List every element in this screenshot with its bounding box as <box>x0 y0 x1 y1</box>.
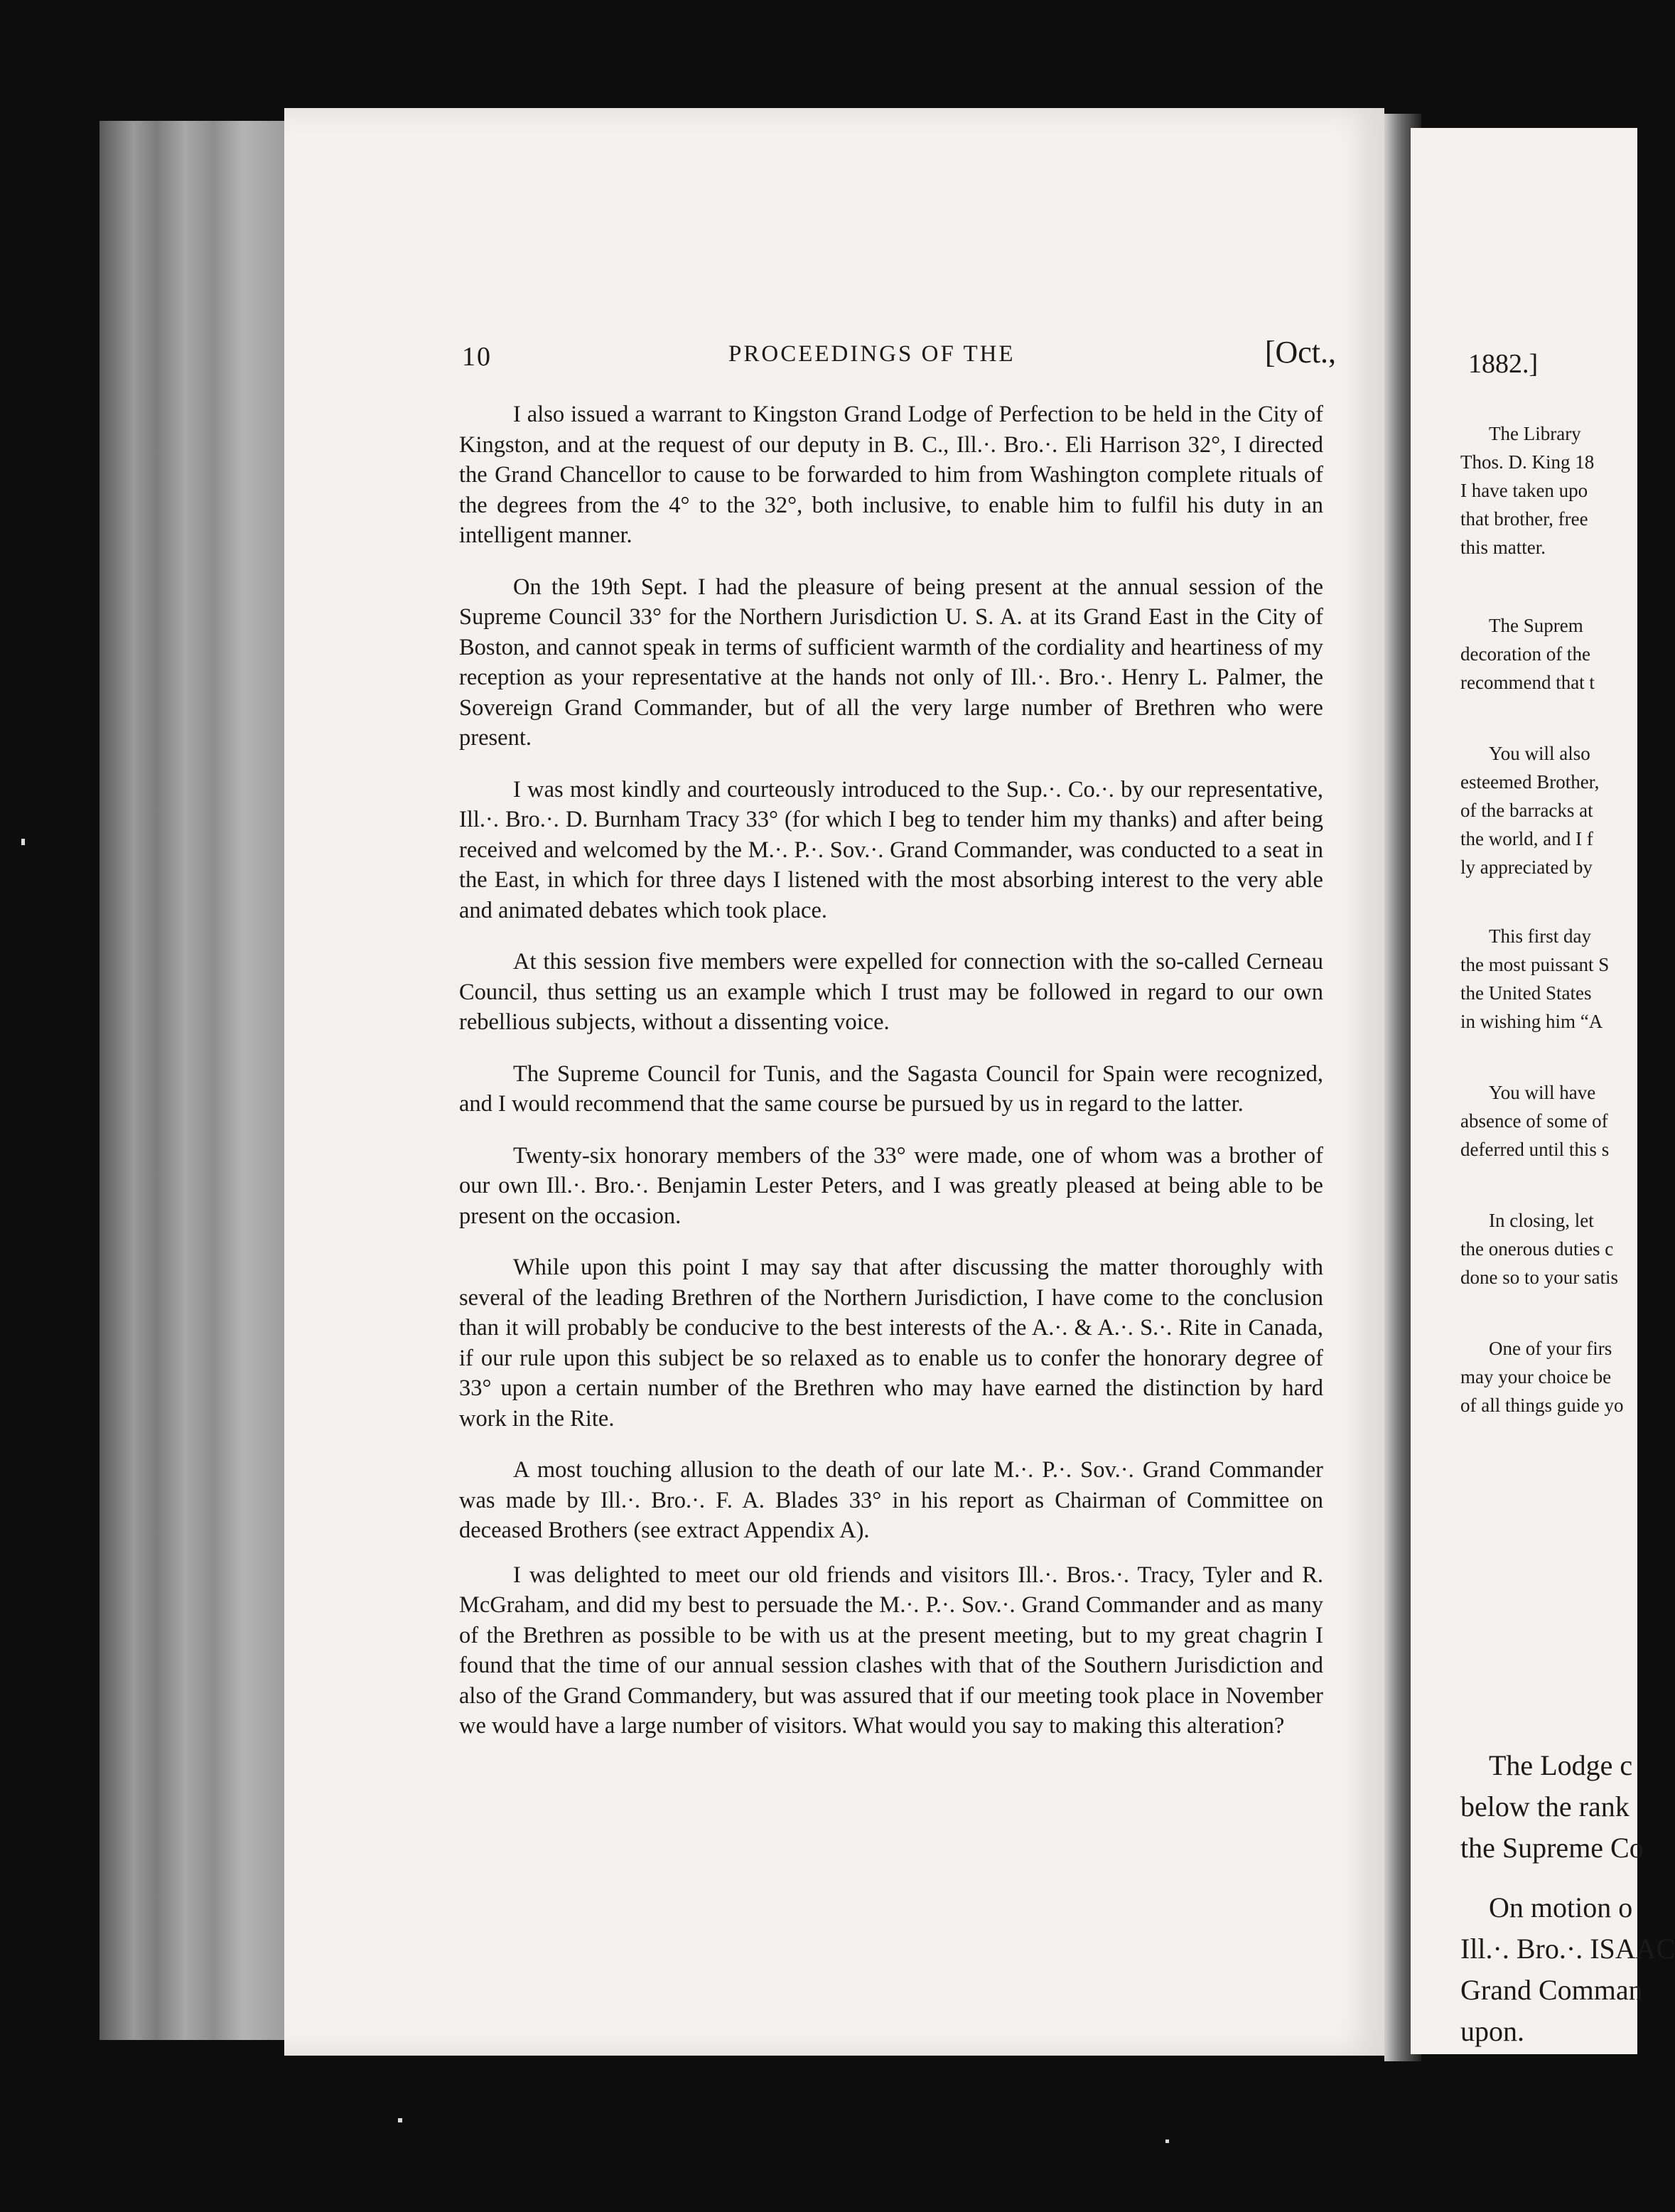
running-title: PROCEEDINGS OF THE <box>728 341 1016 367</box>
book-page-edge <box>99 121 290 2040</box>
fragment-block-large <box>1460 1887 1675 2052</box>
fragment-line: You will also <box>1489 743 1590 764</box>
paragraph: On the 19th Sept. I had the pleasure of being present at the annual session of the Supreme Council 33° for the Northern Jurisdiction U. S. A. at its Grand East in the City of Boston, and cannot speak in terms of sufficient warmth of the cordiality and heartiness of my reception as your representative at the hands not only of Ill.·. Bro.·. Henry L. Palmer, the Sovereign Grand Commander, but of all the very large number of Brethren who were present. <box>459 574 1323 751</box>
paragraph: While upon this point I may say that after discussing the matter thoroughly with several of the leading Brethren of the Northern Jurisdiction, I have come to the conclusion than it will probably be conducive to the best interests of the A.·. & A.·. S.·. Rite in Canada, if our rule upon this subject be so relaxed as to enable us to confer the honorary degree of 33° upon a certain number of the Brethren who may have earned the distinction by hard work in the Rite. <box>459 1255 1323 1432</box>
fragment-block <box>1460 1078 1609 1164</box>
fragment-block <box>1460 1334 1623 1419</box>
fragment-line: in wishing him “A <box>1460 1011 1603 1032</box>
page-header <box>462 334 1336 391</box>
fragment-line: The Library <box>1489 423 1581 444</box>
fragment-line: esteemed Brother, <box>1460 771 1600 793</box>
fragment-block-large <box>1460 1745 1644 1869</box>
fragment-line: the world, and I f <box>1460 828 1593 849</box>
dust-speck <box>1165 2139 1169 2143</box>
fragment-line: ly appreciated by <box>1460 857 1593 878</box>
fragment-line: deferred until this s <box>1460 1139 1610 1160</box>
fragment-line: One of your firs <box>1489 1338 1612 1359</box>
fragment-line: absence of some of <box>1460 1110 1608 1132</box>
paragraph: I was most kindly and courteously introduced to the Sup.·. Co.·. by our representative, Ill.·. Bro.·. D. Burnham Tracy 33° (for which I beg to tender him my thanks) and after being received and welcomed by the M.·. P.·. Sov.·. Grand Commander, was conducted to a seat in the East, in which for three days I listened with the most absorbing interest to the very able and animated debates which took place. <box>459 776 1323 923</box>
fragment-line: decoration of the <box>1460 643 1590 665</box>
fragment-line: I have taken upo <box>1460 480 1588 501</box>
running-date: [Oct., <box>1264 335 1336 370</box>
page-number: 10 <box>462 342 492 372</box>
fragment-block <box>1460 611 1595 697</box>
fragment-line: upon. <box>1460 2015 1524 2047</box>
fragment-line: The Lodge c <box>1489 1749 1633 1781</box>
fragment-line: Ill.·. Bro.·. ISAAC <box>1460 1933 1675 1965</box>
paragraph: Twenty-six honorary members of the 33° were made, one of whom was a brother of our own Ill.·. Bro.·. Benjamin Lester Peters, and I was greatly pleased at being able to be present on the occasion. <box>459 1142 1323 1229</box>
dust-speck <box>21 839 25 845</box>
fragment-line: On motion o <box>1489 1891 1633 1923</box>
fragment-line: recommend that t <box>1460 672 1595 693</box>
paragraph: At this session five members were expelled for connection with the so-called Cerneau Council, thus setting us an example which I trust may be followed in regard to our own rebellious subjects, without a dissenting voice. <box>459 949 1323 1035</box>
fragment-line: may your choice be <box>1460 1366 1612 1387</box>
fragment-line: the Supreme Co <box>1460 1832 1644 1864</box>
fragment-line: done so to your satis <box>1460 1267 1618 1288</box>
fragment-line: of the barracks at <box>1460 800 1593 821</box>
fragment-block <box>1460 739 1599 881</box>
paragraph: A most touching allusion to the death of our late M.·. P.·. Sov.·. Grand Commander was made by Ill.·. Bro.·. F. A. Blades 33° in his report as Chairman of Committee on deceased Brothers (see extract Appendix A). <box>459 1457 1323 1543</box>
right-running-date: 1882.] <box>1468 349 1539 379</box>
fragment-line: below the rank <box>1460 1790 1630 1822</box>
fragment-line: the most puissant S <box>1460 954 1610 975</box>
fragment-line: of all things guide yo <box>1460 1395 1624 1416</box>
fragment-block <box>1460 419 1594 562</box>
fragment-line: that brother, free <box>1460 508 1588 530</box>
paragraph: The Supreme Council for Tunis, and the Sagasta Council for Spain were recognized, and I would recommend that the same course be pursued by us in regard to the latter. <box>459 1061 1323 1117</box>
body-text <box>459 399 1323 1763</box>
right-page <box>1411 128 1675 2054</box>
paragraph: I also issued a warrant to Kingston Grand Lodge of Perfection to be held in the City of Kingston, and at the request of our deputy in B. C., Ill.·. Bro.·. Eli Harrison 32°, I directed the Grand Chancellor to cause to be forwarded to him from Washington complete rituals of the degrees from the 4° to the 32°, both inclusive, to enable him to fulfil his duty in an intelligent manner. <box>459 402 1323 548</box>
fragment-block <box>1460 922 1609 1036</box>
fragment-line: Grand Comman <box>1460 1974 1643 2006</box>
fragment-line: The Suprem <box>1489 615 1583 636</box>
dust-speck <box>398 2118 402 2122</box>
fragment-line: this matter. <box>1460 537 1546 558</box>
fragment-line: In closing, let <box>1489 1210 1594 1231</box>
fragment-line: the onerous duties c <box>1460 1238 1614 1260</box>
paragraph: I was delighted to meet our old friends and visitors Ill.·. Bros.·. Tracy, Tyler and R. McGraham, and did my best to persuade the M.·. P.·. Sov.·. Grand Commander and as many of the Brethren as possible to be with us at the present meeting, but to my great chagrin I found that the time of our annual session clashes with that of the Southern Jurisdiction and also of the Grand Commandery, but was assured that if our meeting took place in November we would have a large number of visitors. What would you say to making this alteration? <box>459 1562 1323 1739</box>
fragment-block <box>1460 1206 1618 1292</box>
fragment-line: This first day <box>1489 925 1591 947</box>
fragment-line: Thos. D. King 18 <box>1460 451 1595 473</box>
fragment-line: the United States <box>1460 982 1592 1004</box>
fragment-line: You will have <box>1489 1082 1596 1103</box>
